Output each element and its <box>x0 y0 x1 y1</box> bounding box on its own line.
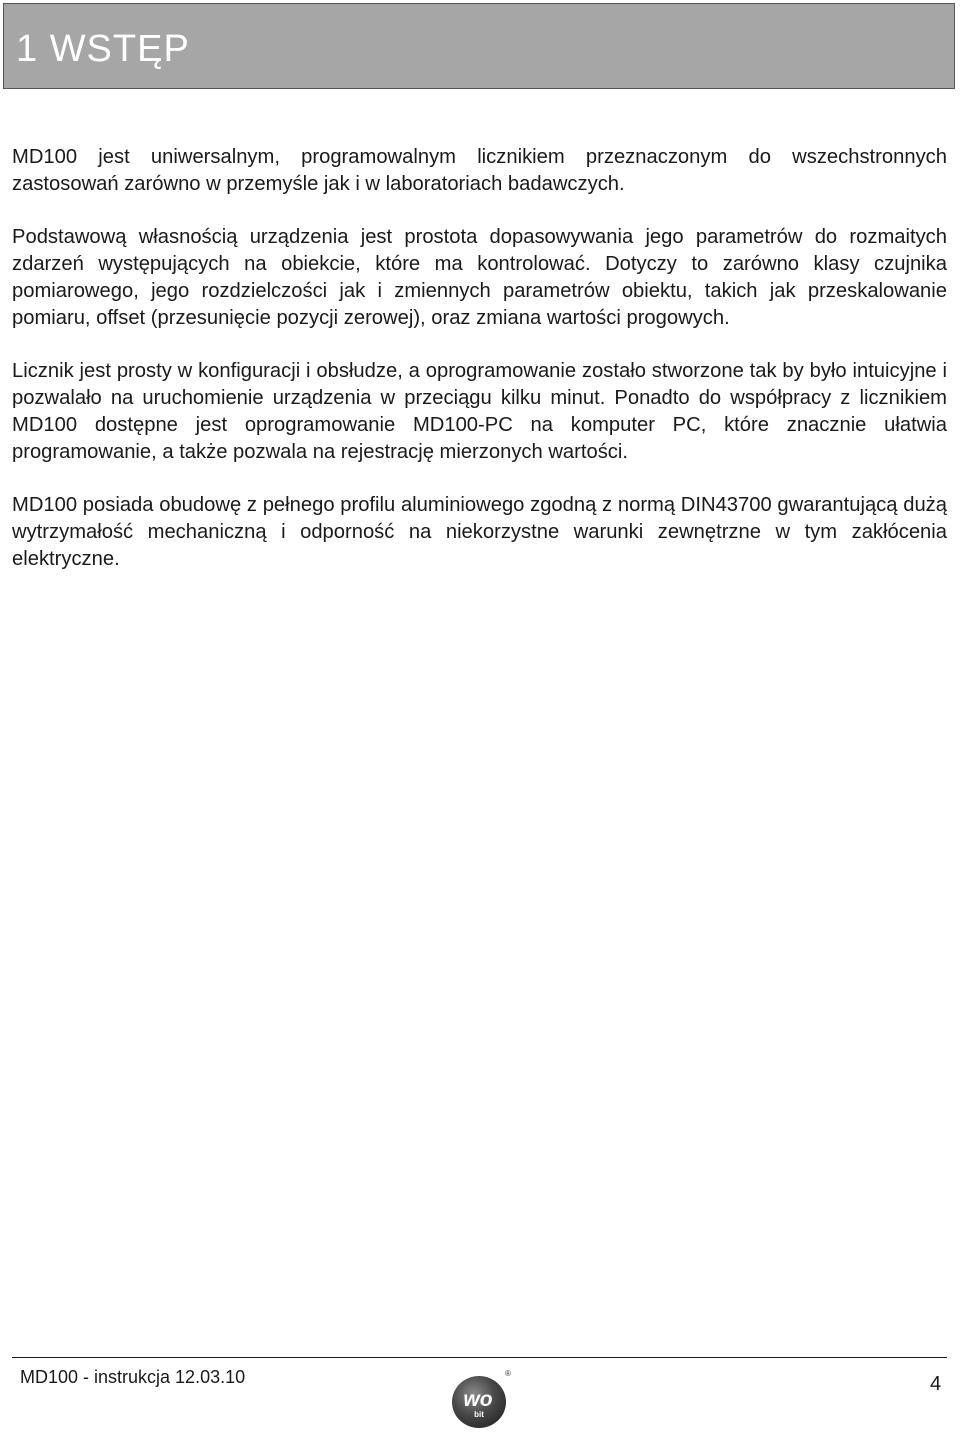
logo-wordmark-sub: bit <box>474 1410 484 1419</box>
footer-doc-label: MD100 - instrukcja 12.03.10 <box>20 1367 246 1387</box>
wobit-logo <box>448 1366 514 1430</box>
section-header-bar <box>3 3 955 89</box>
paragraph-intro: MD100 jest uniwersalnym, programowalnym licznikiem przeznaczonym do wszechstronnych zastosowań zarówno w przemyśle jak i w laboratoriach badawczych. <box>12 146 947 195</box>
logo-wordmark: wo <box>463 1388 493 1411</box>
registered-mark: ® <box>505 1369 511 1378</box>
paragraph-housing: MD100 posiada obudowę z pełnego profilu aluminiowego zgodną z normą DIN43700 gwarantującą dużą wytrzymałość mechaniczną i odporność na niekorzystne warunki zewnętrzne w tym zakłócenia elektryczne. <box>12 494 947 570</box>
page-number: 4 <box>930 1373 942 1395</box>
footer-divider <box>12 1357 947 1358</box>
section-title: 1 WSTĘP <box>16 28 190 70</box>
paragraph-properties: Podstawową własnością urządzenia jest prostota dopasowywania jego parametrów do rozmaitych zdarzeń występujących na obiekcie, które ma kontrolować. Dotyczy to zarówno klasy czujnika pomiarowego, jego rozdzielczości jak i zmiennych parametrów obiektu, takich jak przeskalowanie pomiaru, offset (przesunięcie pozycji zerowej), oraz zmiana wartości progowych. <box>12 226 947 329</box>
paragraph-configuration: Licznik jest prosty w konfiguracji i obsłudze, a oprogramowanie zostało stworzone tak by było intuicyjne i pozwalało na uruchomienie urządzenia w przeciągu kilku minut. Ponadto do współpracy z licznikiem MD100 dostępne jest oprogramowanie MD100-PC na komputer PC, które znacznie ułatwia programowanie, a także pozwala na rejestrację mierzonych wartości. <box>12 360 947 463</box>
body-text <box>12 144 947 599</box>
